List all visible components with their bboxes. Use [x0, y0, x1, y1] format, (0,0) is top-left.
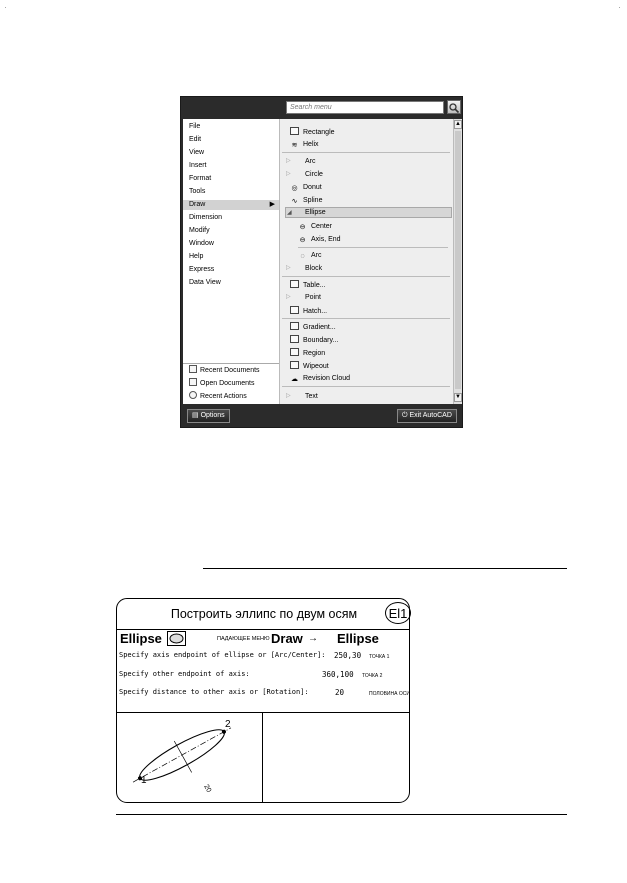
expand-arrow-icon: ▷ — [286, 294, 291, 300]
ellipse-illustration — [125, 717, 245, 797]
search-input[interactable]: Search menu — [286, 101, 444, 114]
submenu-region-label: Region — [303, 350, 326, 357]
ellipse-tool-icon — [167, 631, 186, 646]
point-2-label: 2 — [225, 719, 231, 730]
open-documents-icon — [189, 378, 197, 386]
divider — [282, 276, 450, 277]
menu-path-arrow: → — [308, 633, 318, 644]
submenu-revision-cloud[interactable] — [290, 374, 350, 384]
ellipse-arc-icon: ◌ — [300, 253, 305, 260]
prompt-note-3: ПОЛОВИНА ОСИ — [369, 691, 410, 697]
menu-item-data-view[interactable]: Data View — [189, 279, 221, 286]
prompt-value-3: 20 — [335, 688, 345, 697]
corner-mark: · — [4, 2, 7, 12]
expand-arrow-icon: ▷ — [286, 171, 291, 177]
corner-mark: · — [618, 2, 621, 12]
dimension-label: 20 — [202, 783, 213, 794]
rule-line — [116, 814, 567, 815]
menu-item-draw[interactable] — [183, 200, 279, 210]
point-1-label: 1 — [141, 775, 147, 786]
recent-documents-icon — [189, 365, 197, 373]
submenu-ellipse-axis-end-label: Axis, End — [311, 236, 341, 243]
exit-autocad-button[interactable] — [397, 409, 457, 423]
submenu-table[interactable] — [290, 280, 326, 290]
submenu-wipeout-label: Wipeout — [303, 363, 329, 370]
submenu-point[interactable]: Point — [305, 294, 321, 301]
submenu-text[interactable]: Text — [305, 393, 318, 400]
menu-item-modify[interactable]: Modify — [189, 227, 210, 234]
menu-item-help[interactable]: Help — [189, 253, 204, 260]
menu-path-ellipse: Ellipse — [337, 631, 379, 646]
expanded-arrow-icon: ◢ — [287, 210, 292, 216]
prompt-value-1: 250,30 — [334, 651, 362, 660]
wipeout-icon — [290, 361, 299, 369]
prompt-note-1: ТОЧКА 1 — [369, 654, 390, 660]
submenu-ellipse-center-label: Center — [311, 223, 333, 230]
submenu-hatch-label: Hatch... — [303, 308, 328, 315]
prompt-line-2: Specify other endpoint of axis: — [119, 670, 250, 678]
options-button[interactable] — [187, 409, 230, 423]
helix-icon: ≋ — [291, 142, 298, 149]
hatch-icon — [290, 306, 299, 314]
menu-item-window[interactable]: Window — [189, 240, 214, 247]
donut-icon: ◎ — [291, 185, 298, 192]
submenu-ellipse[interactable] — [285, 207, 452, 218]
ellipse-instruction-card — [116, 598, 410, 803]
prompt-value-2: 360,100 — [322, 670, 354, 679]
expand-arrow-icon: ▷ — [286, 265, 291, 271]
menu-bottom-bar — [181, 406, 462, 427]
recent-actions-label: Recent Actions — [200, 393, 247, 400]
prompt-line-1: Specify axis endpoint of ellipse or [Arc/Center]: — [119, 651, 326, 659]
submenu-spline-label: Spline — [303, 197, 323, 204]
expand-arrow-icon: ▷ — [286, 158, 291, 164]
exit-autocad-label: Exit AutoCAD — [409, 412, 452, 419]
draw-submenu — [279, 119, 462, 404]
spline-icon: ∿ — [291, 198, 298, 205]
open-documents-label: Open Documents — [200, 380, 255, 387]
prompt-note-2: ТОЧКА 2 — [362, 673, 383, 679]
menu-path-draw: Draw — [271, 631, 303, 646]
submenu-revision-cloud-label: Revision Cloud — [303, 375, 351, 382]
submenu-ellipse-center[interactable] — [298, 222, 332, 232]
menu-item-insert[interactable]: Insert — [189, 162, 207, 169]
submenu-rectangle[interactable] — [290, 127, 335, 137]
submenu-arrow-icon: ▶ — [269, 201, 275, 208]
boundary-icon — [290, 335, 299, 343]
divider — [282, 386, 450, 387]
recent-actions-icon — [189, 391, 197, 399]
menu-item-tools[interactable]: Tools — [189, 188, 206, 195]
submenu-wipeout[interactable] — [290, 361, 329, 371]
submenu-helix[interactable] — [290, 140, 319, 150]
menu-item-format[interactable]: Format — [189, 175, 212, 182]
menu-item-view[interactable]: View — [189, 149, 205, 156]
submenu-boundary-label: Boundary... — [303, 337, 339, 344]
gradient-icon — [290, 322, 299, 330]
ellipse-axis-icon: ⊖ — [299, 237, 306, 244]
scroll-thumb[interactable] — [455, 131, 461, 389]
submenu-gradient[interactable] — [290, 322, 336, 332]
scroll-up-icon[interactable]: ▲ — [455, 121, 461, 127]
divider — [262, 713, 263, 802]
submenu-boundary[interactable] — [290, 335, 338, 345]
menu-note: ПАДАЮЩЕЕ МЕНЮ — [217, 636, 270, 642]
table-icon — [290, 280, 299, 288]
ellipse-center-icon: ⊖ — [299, 224, 306, 231]
options-icon: ▤ — [192, 412, 201, 419]
submenu-arc[interactable]: Arc — [305, 158, 316, 165]
menu-item-edit[interactable]: Edit — [189, 136, 202, 143]
divider — [282, 318, 450, 319]
menu-item-express[interactable]: Express — [189, 266, 215, 273]
divider — [117, 712, 409, 713]
rule-line — [203, 568, 567, 569]
submenu-ellipse-axis-end[interactable] — [298, 235, 341, 245]
submenu-donut-label: Donut — [303, 184, 322, 191]
menu-item-file[interactable]: File — [189, 123, 201, 130]
submenu-table-label: Table... — [303, 282, 326, 289]
menu-item-dimension[interactable]: Dimension — [189, 214, 223, 221]
submenu-region[interactable] — [290, 348, 325, 358]
submenu-scrollbar[interactable] — [453, 119, 462, 404]
revision-cloud-icon: ☁ — [291, 376, 298, 383]
submenu-gradient-label: Gradient... — [303, 324, 336, 331]
recent-actions-button[interactable] — [189, 391, 247, 402]
region-icon — [290, 348, 299, 356]
divider — [282, 152, 450, 153]
submenu-circle[interactable]: Circle — [305, 171, 323, 178]
submenu-hatch[interactable] — [290, 306, 327, 316]
scroll-down-icon[interactable]: ▼ — [455, 394, 461, 400]
open-documents-button[interactable] — [189, 378, 254, 389]
submenu-spline[interactable] — [290, 196, 322, 206]
magnifier-icon — [448, 102, 460, 114]
rectangle-icon — [290, 127, 299, 135]
card-title: Построить эллипс по двум осям — [170, 607, 358, 621]
submenu-donut[interactable] — [290, 183, 322, 193]
options-label: Options — [200, 412, 225, 419]
submenu-helix-label: Helix — [303, 141, 319, 148]
search-button[interactable] — [447, 100, 461, 114]
submenu-ellipse-arc-label: Arc — [311, 252, 322, 259]
recent-documents-button[interactable] — [189, 365, 260, 376]
submenu-block[interactable]: Block — [305, 265, 323, 272]
divider — [298, 247, 448, 248]
submenu-rectangle-label: Rectangle — [303, 129, 335, 136]
card-code: El1 — [385, 602, 411, 624]
application-menu — [180, 96, 463, 428]
power-icon: ⏻ — [402, 412, 410, 419]
divider — [183, 363, 279, 364]
prompt-line-3: Specify distance to other axis or [Rotation]: — [119, 688, 309, 696]
minor-axis-line — [174, 741, 191, 772]
command-name: Ellipse — [120, 631, 162, 646]
submenu-ellipse-label: Ellipse — [305, 209, 326, 216]
expand-arrow-icon: ▷ — [286, 393, 291, 399]
recent-documents-label: Recent Documents — [200, 367, 260, 374]
submenu-ellipse-arc[interactable] — [298, 251, 322, 261]
menu-left-pane — [183, 119, 279, 404]
divider — [117, 629, 409, 630]
menu-item-draw-label: Draw — [189, 201, 206, 208]
